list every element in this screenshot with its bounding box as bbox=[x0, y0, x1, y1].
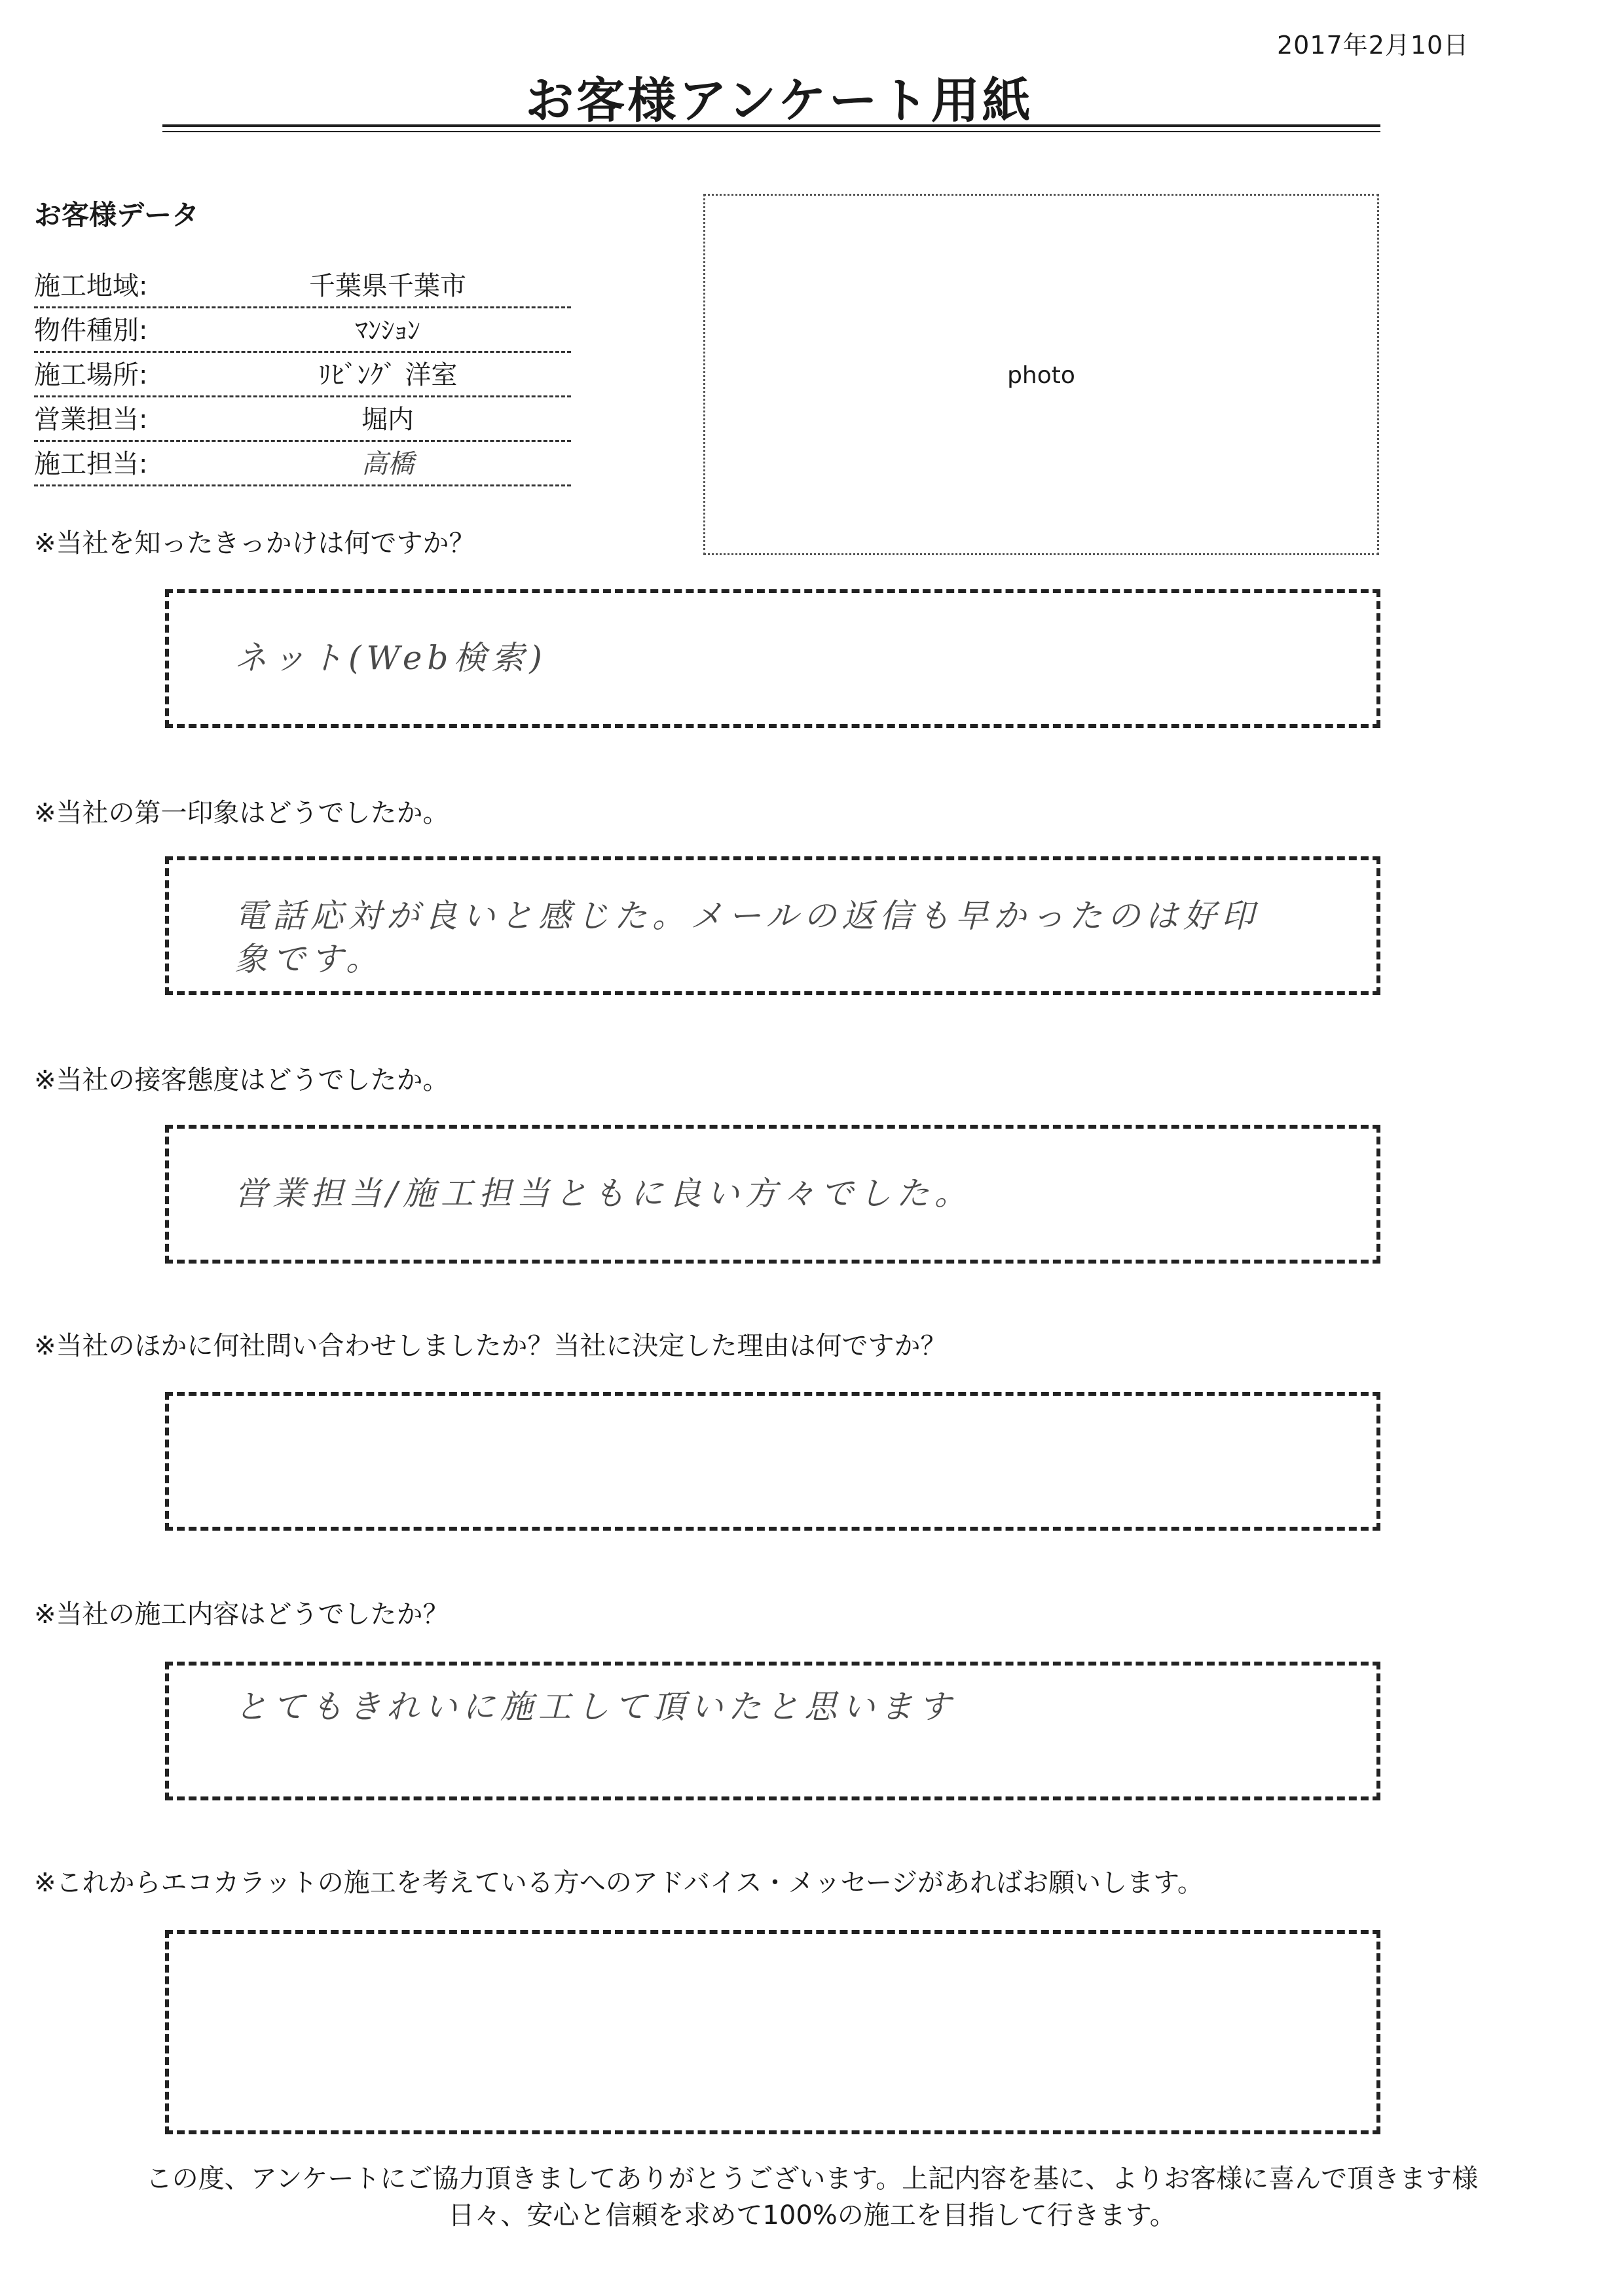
question-6: ※これからエコカラットの施工を考えている方へのアドバイス・メッセージがあればお願いします。 bbox=[34, 1868, 1204, 1898]
answer-1: ネット(Web検索) bbox=[234, 639, 547, 677]
photo-label: photo bbox=[1007, 362, 1075, 389]
answer-box-2 bbox=[165, 856, 1380, 995]
row-label: 営業担当: bbox=[34, 405, 148, 435]
answer-2: 電話応対が良いと感じた。メールの返信も早かったのは好印象です。 bbox=[234, 897, 1259, 978]
answer-5: とてもきれいに施工して頂いたと思います bbox=[234, 1688, 956, 1726]
question-2: ※当社の第一印象はどうでしたか。 bbox=[34, 798, 449, 828]
customer-row-sales-rep bbox=[34, 401, 571, 442]
customer-data-heading: お客様データ bbox=[34, 199, 200, 231]
footer-line-1: この度、アンケートにご協力頂きましてありがとうございます。上記内容を基に、よりお客様に喜んで頂きます様 bbox=[145, 2164, 1479, 2194]
row-value-handwritten: 高橋 bbox=[361, 449, 414, 479]
row-label: 物件種別: bbox=[34, 316, 148, 346]
answer-box-4 bbox=[165, 1392, 1380, 1531]
row-label: 施工場所: bbox=[34, 360, 148, 390]
question-4: ※当社のほかに何社問い合わせしましたか？当社に決定した理由は何ですか？ bbox=[34, 1331, 947, 1361]
row-value: 千葉県千葉市 bbox=[309, 271, 466, 301]
title-underline-thin bbox=[162, 131, 1380, 132]
question-3: ※当社の接客態度はどうでしたか。 bbox=[34, 1065, 449, 1095]
answer-box-1 bbox=[165, 589, 1380, 728]
answer-box-6 bbox=[165, 1930, 1380, 2134]
customer-row-property-type bbox=[34, 312, 571, 353]
row-label: 施工担当: bbox=[34, 449, 148, 479]
question-1: ※当社を知ったきっかけは何ですか？ bbox=[34, 528, 475, 558]
question-5: ※当社の施工内容はどうでしたか？ bbox=[34, 1599, 449, 1630]
customer-row-installer bbox=[34, 445, 571, 486]
title-underline bbox=[162, 124, 1380, 127]
row-value: ﾏﾝｼｮﾝ bbox=[355, 316, 420, 346]
customer-row-area bbox=[34, 267, 571, 308]
photo-placeholder bbox=[703, 194, 1379, 555]
row-value: 堀内 bbox=[361, 405, 414, 435]
survey-date: 2017年2月10日 bbox=[1277, 31, 1469, 60]
row-value: ﾘﾋﾞﾝｸﾞ 洋室 bbox=[318, 360, 458, 390]
row-label: 施工地域: bbox=[34, 271, 148, 301]
page-title: お客様アンケート用紙 bbox=[525, 73, 1033, 129]
customer-row-location bbox=[34, 356, 571, 397]
answer-3: 営業担当/施工担当ともに良い方々でした。 bbox=[234, 1175, 972, 1212]
answer-box-5 bbox=[165, 1662, 1380, 1800]
answer-box-3 bbox=[165, 1125, 1380, 1264]
footer-line-2: 日々、安心と信頼を求めて100%の施工を目指して行きます。 bbox=[448, 2200, 1176, 2231]
